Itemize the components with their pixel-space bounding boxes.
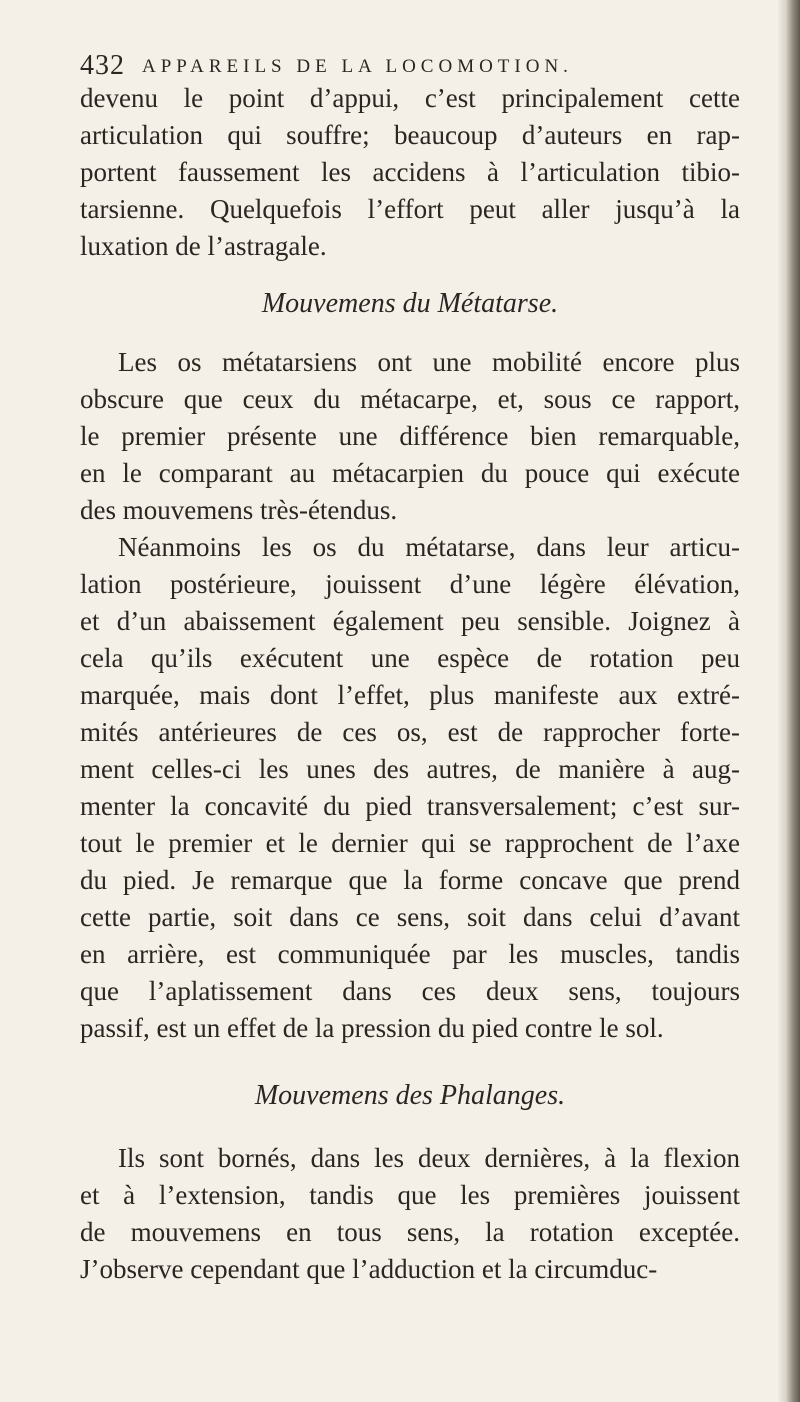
text-line: tout le premier et le dernier qui se rapprochent de l’axe bbox=[80, 828, 740, 858]
text-line: mités antérieures de ces os, est de rapprocher forte- bbox=[80, 717, 740, 747]
text-line: obscure que ceux du métacarpe, et, sous ce rapport, bbox=[80, 384, 740, 414]
section-heading-metatarse: Mouvemens du Métatarse. bbox=[261, 288, 559, 319]
text-line: Ils sont bornés, dans les deux dernières, à la flexion bbox=[118, 1143, 740, 1173]
continuation-paragraph bbox=[80, 80, 740, 265]
text-line: lation postérieure, jouissent d’une légère élévation, bbox=[80, 569, 740, 599]
text-line: le premier présente une différence bien remarquable, bbox=[80, 421, 740, 451]
text-line: marquée, mais dont l’effet, plus manifeste aux extré- bbox=[80, 680, 740, 710]
text-line: ment celles-ci les unes des autres, de manière à aug- bbox=[80, 754, 740, 784]
page-text bbox=[80, 80, 740, 1288]
running-head-title: APPAREILS DE LA LOCOMOTION. bbox=[142, 56, 573, 77]
text-line: et à l’extension, tandis que les premières jouissent bbox=[80, 1180, 740, 1210]
text-line: articulation qui souffre; beaucoup d’auteurs en rap- bbox=[80, 120, 740, 150]
text-line: portent faussement les accidens à l’articulation tibio- bbox=[80, 157, 740, 187]
text-line: du pied. Je remarque que la forme concave que prend bbox=[80, 865, 740, 895]
text-line: tarsienne. Quelquefois l’effort peut aller jusqu’à la bbox=[80, 194, 740, 224]
text-line: Les os métatarsiens ont une mobilité encore plus bbox=[118, 347, 740, 377]
text-line: de mouvemens en tous sens, la rotation exceptée. bbox=[80, 1217, 740, 1247]
text-line: luxation de l’astragale. bbox=[80, 231, 327, 261]
text-line: en le comparant au métacarpien du pouce qui exécute bbox=[80, 458, 740, 488]
page-binding-edge bbox=[778, 0, 800, 1402]
metatarse-paragraph-1 bbox=[80, 344, 740, 529]
text-line: en arrière, est communiquée par les muscles, tandis bbox=[80, 939, 740, 969]
text-line: Néanmoins les os du métatarse, dans leur articu- bbox=[118, 532, 740, 562]
section-heading-phalanges: Mouvemens des Phalanges. bbox=[254, 1080, 566, 1111]
text-line: cela qu’ils exécutent une espèce de rotation peu bbox=[80, 643, 740, 673]
running-head bbox=[80, 44, 740, 84]
text-line: passif, est un effet de la pression du pied contre le sol. bbox=[80, 1013, 664, 1043]
text-line: que l’aplatissement dans ces deux sens, toujours bbox=[80, 976, 740, 1006]
text-line: et d’un abaissement également peu sensible. Joignez à bbox=[80, 606, 740, 636]
text-line: devenu le point d’appui, c’est principalement cette bbox=[80, 83, 740, 113]
text-line: cette partie, soit dans ce sens, soit dans celui d’avant bbox=[80, 902, 740, 932]
text-line: J’observe cependant que l’adduction et la circumduc- bbox=[80, 1254, 658, 1284]
phalanges-paragraph-1 bbox=[80, 1140, 740, 1288]
text-line: des mouvemens très-étendus. bbox=[80, 495, 398, 525]
page-number: 432 bbox=[80, 50, 125, 81]
metatarse-paragraph-2 bbox=[80, 529, 740, 1047]
text-line: menter la concavité du pied transversalement; c’est sur- bbox=[80, 791, 740, 821]
